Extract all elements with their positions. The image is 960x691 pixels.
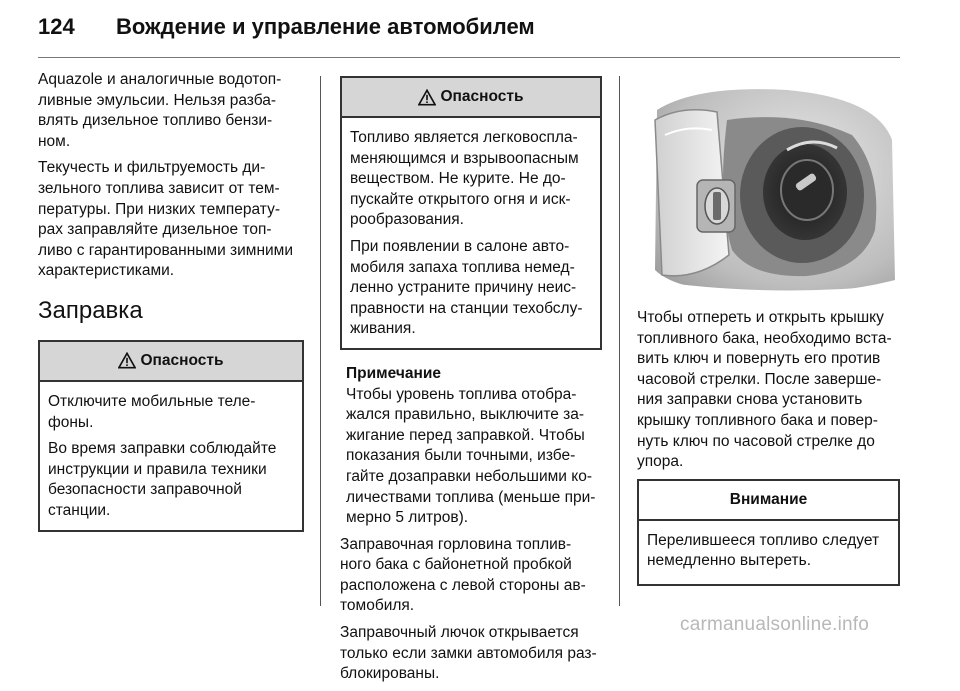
note-block [340, 364, 602, 529]
paragraph-fluidity: Текучесть и фильтруемость ди-зельного топлива зависит от тем-пературы. При низких температу-рах заправляйте дизельное топ-ливо с гарантированными зимними характеристиками. [38, 159, 293, 280]
danger-box-fuel [340, 76, 602, 350]
caution-box [637, 479, 900, 586]
danger-box-header [342, 78, 600, 118]
column-divider-2 [619, 76, 620, 606]
warning-triangle-icon [418, 89, 436, 106]
section-heading-refueling: Заправка [38, 296, 143, 324]
watermark: carmanualsonline.info [680, 614, 870, 635]
page-title: Вождение и управление автомобилем [116, 14, 535, 39]
danger-text-flammable: Топливо является легковоспла-меняющимся и взрывоопасным веществом. Не курите. Не до-пускайте открытого огня и иск-рообразования. [350, 129, 579, 229]
paragraph-open-cap: Чтобы отпереть и открыть крышку топливного бака, необходимо вста-вить ключ и повернуть его против часовой стрелки. После заверше-ния заправки снова установить крышку топливного бака и повер-нуть ключ по часовой стрелке до упора. [637, 309, 892, 471]
page-header [38, 14, 900, 54]
paragraph-aquazole: Aquazole и аналогичные водотоп-ливные эмульсии. Нельзя разба-влять дизельное топливо бензи-ном. [38, 71, 282, 150]
fuel-cap-illustration [637, 80, 900, 298]
paragraph-filler-neck: Заправочная горловина топлив-ного бака с байонетной пробкой расположена с левой стороны ав-томобиля. [340, 535, 586, 615]
column-1 [38, 70, 304, 532]
fuel-cap-image-icon [637, 80, 900, 298]
page-number: 124 [38, 14, 75, 39]
note-title: Примечание [346, 364, 441, 382]
header-divider [38, 57, 900, 58]
warning-triangle-icon [118, 352, 136, 369]
danger-box-header [40, 342, 302, 382]
danger-box-phones [38, 340, 304, 532]
column-3 [637, 76, 900, 586]
caution-box-title: Внимание [729, 490, 808, 508]
danger-text-smell: При появлении в салоне авто-мобиля запаха топлива немед-ленно устраните причину неис-правности на станции техобслу-живания. [350, 237, 583, 338]
danger-text-phones: Отключите мобильные теле-фоны. [48, 392, 256, 431]
column-divider-1 [320, 76, 321, 606]
paragraph-fuel-flap: Заправочный лючок открывается только если замки автомобиля раз-блокированы. [340, 624, 597, 683]
danger-box-title: Опасность [440, 88, 524, 105]
danger-text-instructions: Во время заправки соблюдайте инструкции и правила техники безопасности заправочной станции. [48, 440, 277, 519]
caution-box-header [639, 481, 898, 521]
caution-text: Перелившееся топливо следует немедленно вытереть. [647, 531, 880, 570]
note-text: Чтобы уровень топлива отобра-жался правильно, выключите за-жигание перед заправкой. Чтобы показания были точными, избе-гайте дозаправки небольшими ко-личествами топлива (меньше при-мерно 5 литров). [346, 385, 596, 527]
danger-box-title: Опасность [140, 351, 224, 369]
column-2 [340, 76, 602, 691]
